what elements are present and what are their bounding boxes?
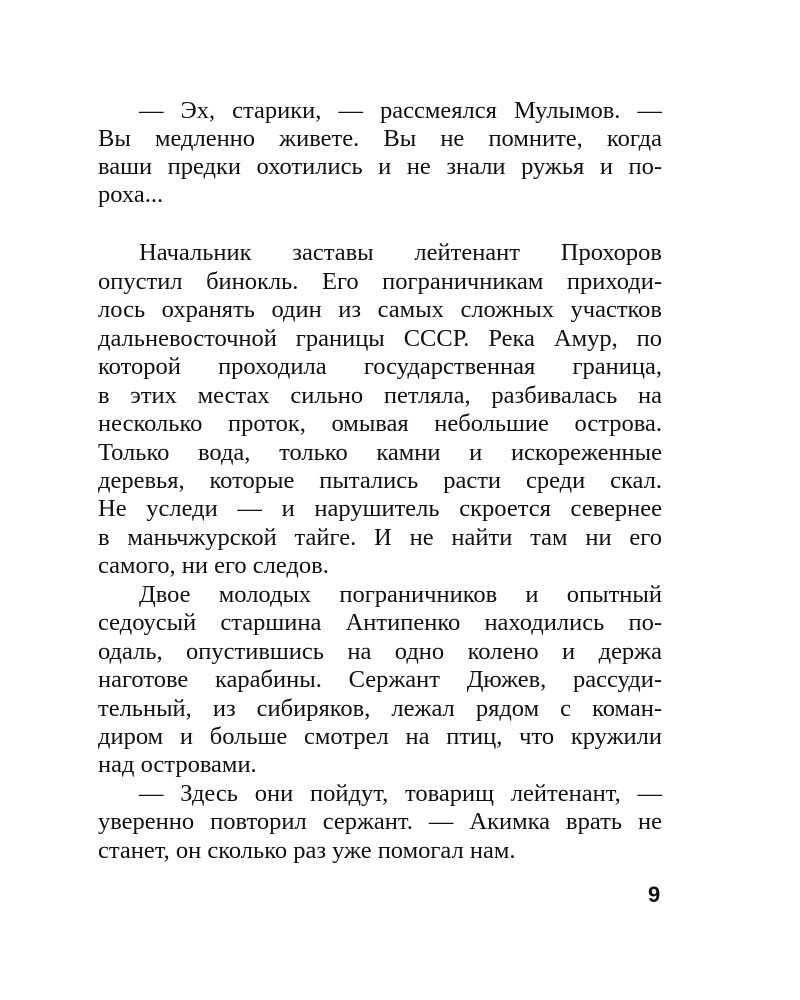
text-line: лось охранять один из самых сложных участков	[98, 296, 662, 323]
text-line: станет, он сколько раз уже помогал нам.	[98, 837, 516, 864]
text-line: одаль, опустившись на одно колено и держа	[98, 638, 662, 665]
text-line: самого, ни его следов.	[98, 552, 329, 579]
text-line: — Здесь они пойдут, товарищ лейтенант, —	[139, 780, 662, 807]
text-line: уверенно повторил сержант. — Акимка врать не	[98, 808, 662, 835]
text-line: над островами.	[98, 751, 257, 778]
text-line: роха...	[98, 181, 164, 208]
text-line: Вы медленно живете. Вы не помните, когда	[98, 125, 662, 152]
text-line: деревья, которые пытались расти среди скал.	[98, 467, 662, 494]
text-line: диром и больше смотрел на птиц, что кружили	[98, 723, 662, 750]
text-line: в этих местах сильно петляла, разбивалась на	[98, 382, 662, 409]
text-line: которой проходила государственная граница,	[98, 353, 662, 380]
text-line: несколько проток, омывая небольшие острова.	[98, 410, 662, 437]
page-number: 9	[648, 882, 661, 907]
text-line: ваши предки охотились и не знали ружья и по-	[98, 153, 662, 180]
text-line: Двое молодых пограничников и опытный	[139, 581, 662, 608]
text-line: Не уследи — и нарушитель скроется севернее	[98, 495, 662, 522]
text-line: Только вода, только камни и искореженные	[98, 439, 662, 466]
text-line: — Эх, старики, — рассмеялся Мулымов. —	[139, 97, 662, 124]
text-line: наготове карабины. Сержант Дюжев, рассуди-	[98, 666, 662, 693]
text-line: опустил бинокль. Его пограничникам приходи-	[98, 268, 662, 295]
text-line: тельный, из сибиряков, лежал рядом с коман-	[98, 695, 662, 722]
text-line: Начальник заставы лейтенант Прохоров	[139, 239, 662, 266]
text-line: в маньчжурской тайге. И не найти там ни его	[98, 524, 662, 551]
text-line: седоусый старшина Антипенко находились по-	[98, 609, 662, 636]
text-line: дальневосточной границы СССР. Река Амур, по	[98, 325, 662, 352]
